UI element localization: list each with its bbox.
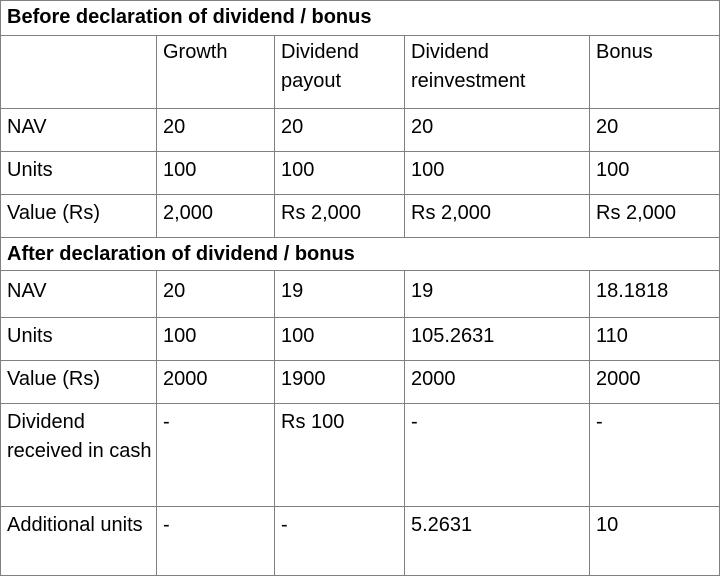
cell-dividend-reinvestment: 2000	[405, 361, 590, 404]
cell-bonus: 110	[590, 318, 720, 361]
row-label: Units	[1, 318, 157, 361]
cell-growth: 20	[157, 271, 275, 318]
row-label: Value (Rs)	[1, 361, 157, 404]
cell-dividend-reinvestment: -	[405, 404, 590, 507]
cell-growth: 100	[157, 152, 275, 195]
row-label: Units	[1, 152, 157, 195]
after-row-additional-units	[1, 507, 720, 576]
cell-dividend-reinvestment: 105.2631	[405, 318, 590, 361]
header-empty-cell	[1, 36, 157, 109]
cell-dividend-reinvestment: 5.2631	[405, 507, 590, 576]
cell-dividend-payout: Rs 100	[275, 404, 405, 507]
cell-dividend-reinvestment: 20	[405, 109, 590, 152]
cell-dividend-reinvestment: Rs 2,000	[405, 195, 590, 238]
cell-bonus: 2000	[590, 361, 720, 404]
cell-growth: 100	[157, 318, 275, 361]
after-row-units	[1, 318, 720, 361]
cell-dividend-payout: 20	[275, 109, 405, 152]
cell-growth: 20	[157, 109, 275, 152]
cell-growth: -	[157, 404, 275, 507]
cell-bonus: Rs 2,000	[590, 195, 720, 238]
row-label: NAV	[1, 109, 157, 152]
header-dividend-reinvestment: Dividend reinvestment	[405, 36, 590, 109]
cell-bonus: 20	[590, 109, 720, 152]
cell-dividend-reinvestment: 19	[405, 271, 590, 318]
cell-growth: -	[157, 507, 275, 576]
cell-dividend-payout: 1900	[275, 361, 405, 404]
cell-dividend-payout: 19	[275, 271, 405, 318]
cell-dividend-payout: 100	[275, 152, 405, 195]
cell-bonus: 10	[590, 507, 720, 576]
before-row-nav	[1, 109, 720, 152]
header-growth: Growth	[157, 36, 275, 109]
cell-dividend-payout: Rs 2,000	[275, 195, 405, 238]
cell-bonus: -	[590, 404, 720, 507]
before-row-value	[1, 195, 720, 238]
row-label: Additional units	[1, 507, 157, 576]
cell-dividend-payout: -	[275, 507, 405, 576]
after-row-value	[1, 361, 720, 404]
cell-bonus: 100	[590, 152, 720, 195]
row-label: Dividend received in cash	[1, 404, 157, 507]
after-section-row	[1, 238, 720, 271]
header-bonus: Bonus	[590, 36, 720, 109]
after-row-dividend-cash	[1, 404, 720, 507]
cell-dividend-reinvestment: 100	[405, 152, 590, 195]
header-dividend-payout: Dividend payout	[275, 36, 405, 109]
cell-bonus: 18.1818	[590, 271, 720, 318]
before-section-row	[1, 1, 720, 36]
cell-dividend-payout: 100	[275, 318, 405, 361]
column-header-row	[1, 36, 720, 109]
before-section-heading: Before declaration of dividend / bonus	[1, 1, 720, 36]
after-section-heading: After declaration of dividend / bonus	[1, 238, 720, 271]
cell-growth: 2,000	[157, 195, 275, 238]
row-label: NAV	[1, 271, 157, 318]
cell-growth: 2000	[157, 361, 275, 404]
before-row-units	[1, 152, 720, 195]
after-row-nav	[1, 271, 720, 318]
row-label: Value (Rs)	[1, 195, 157, 238]
